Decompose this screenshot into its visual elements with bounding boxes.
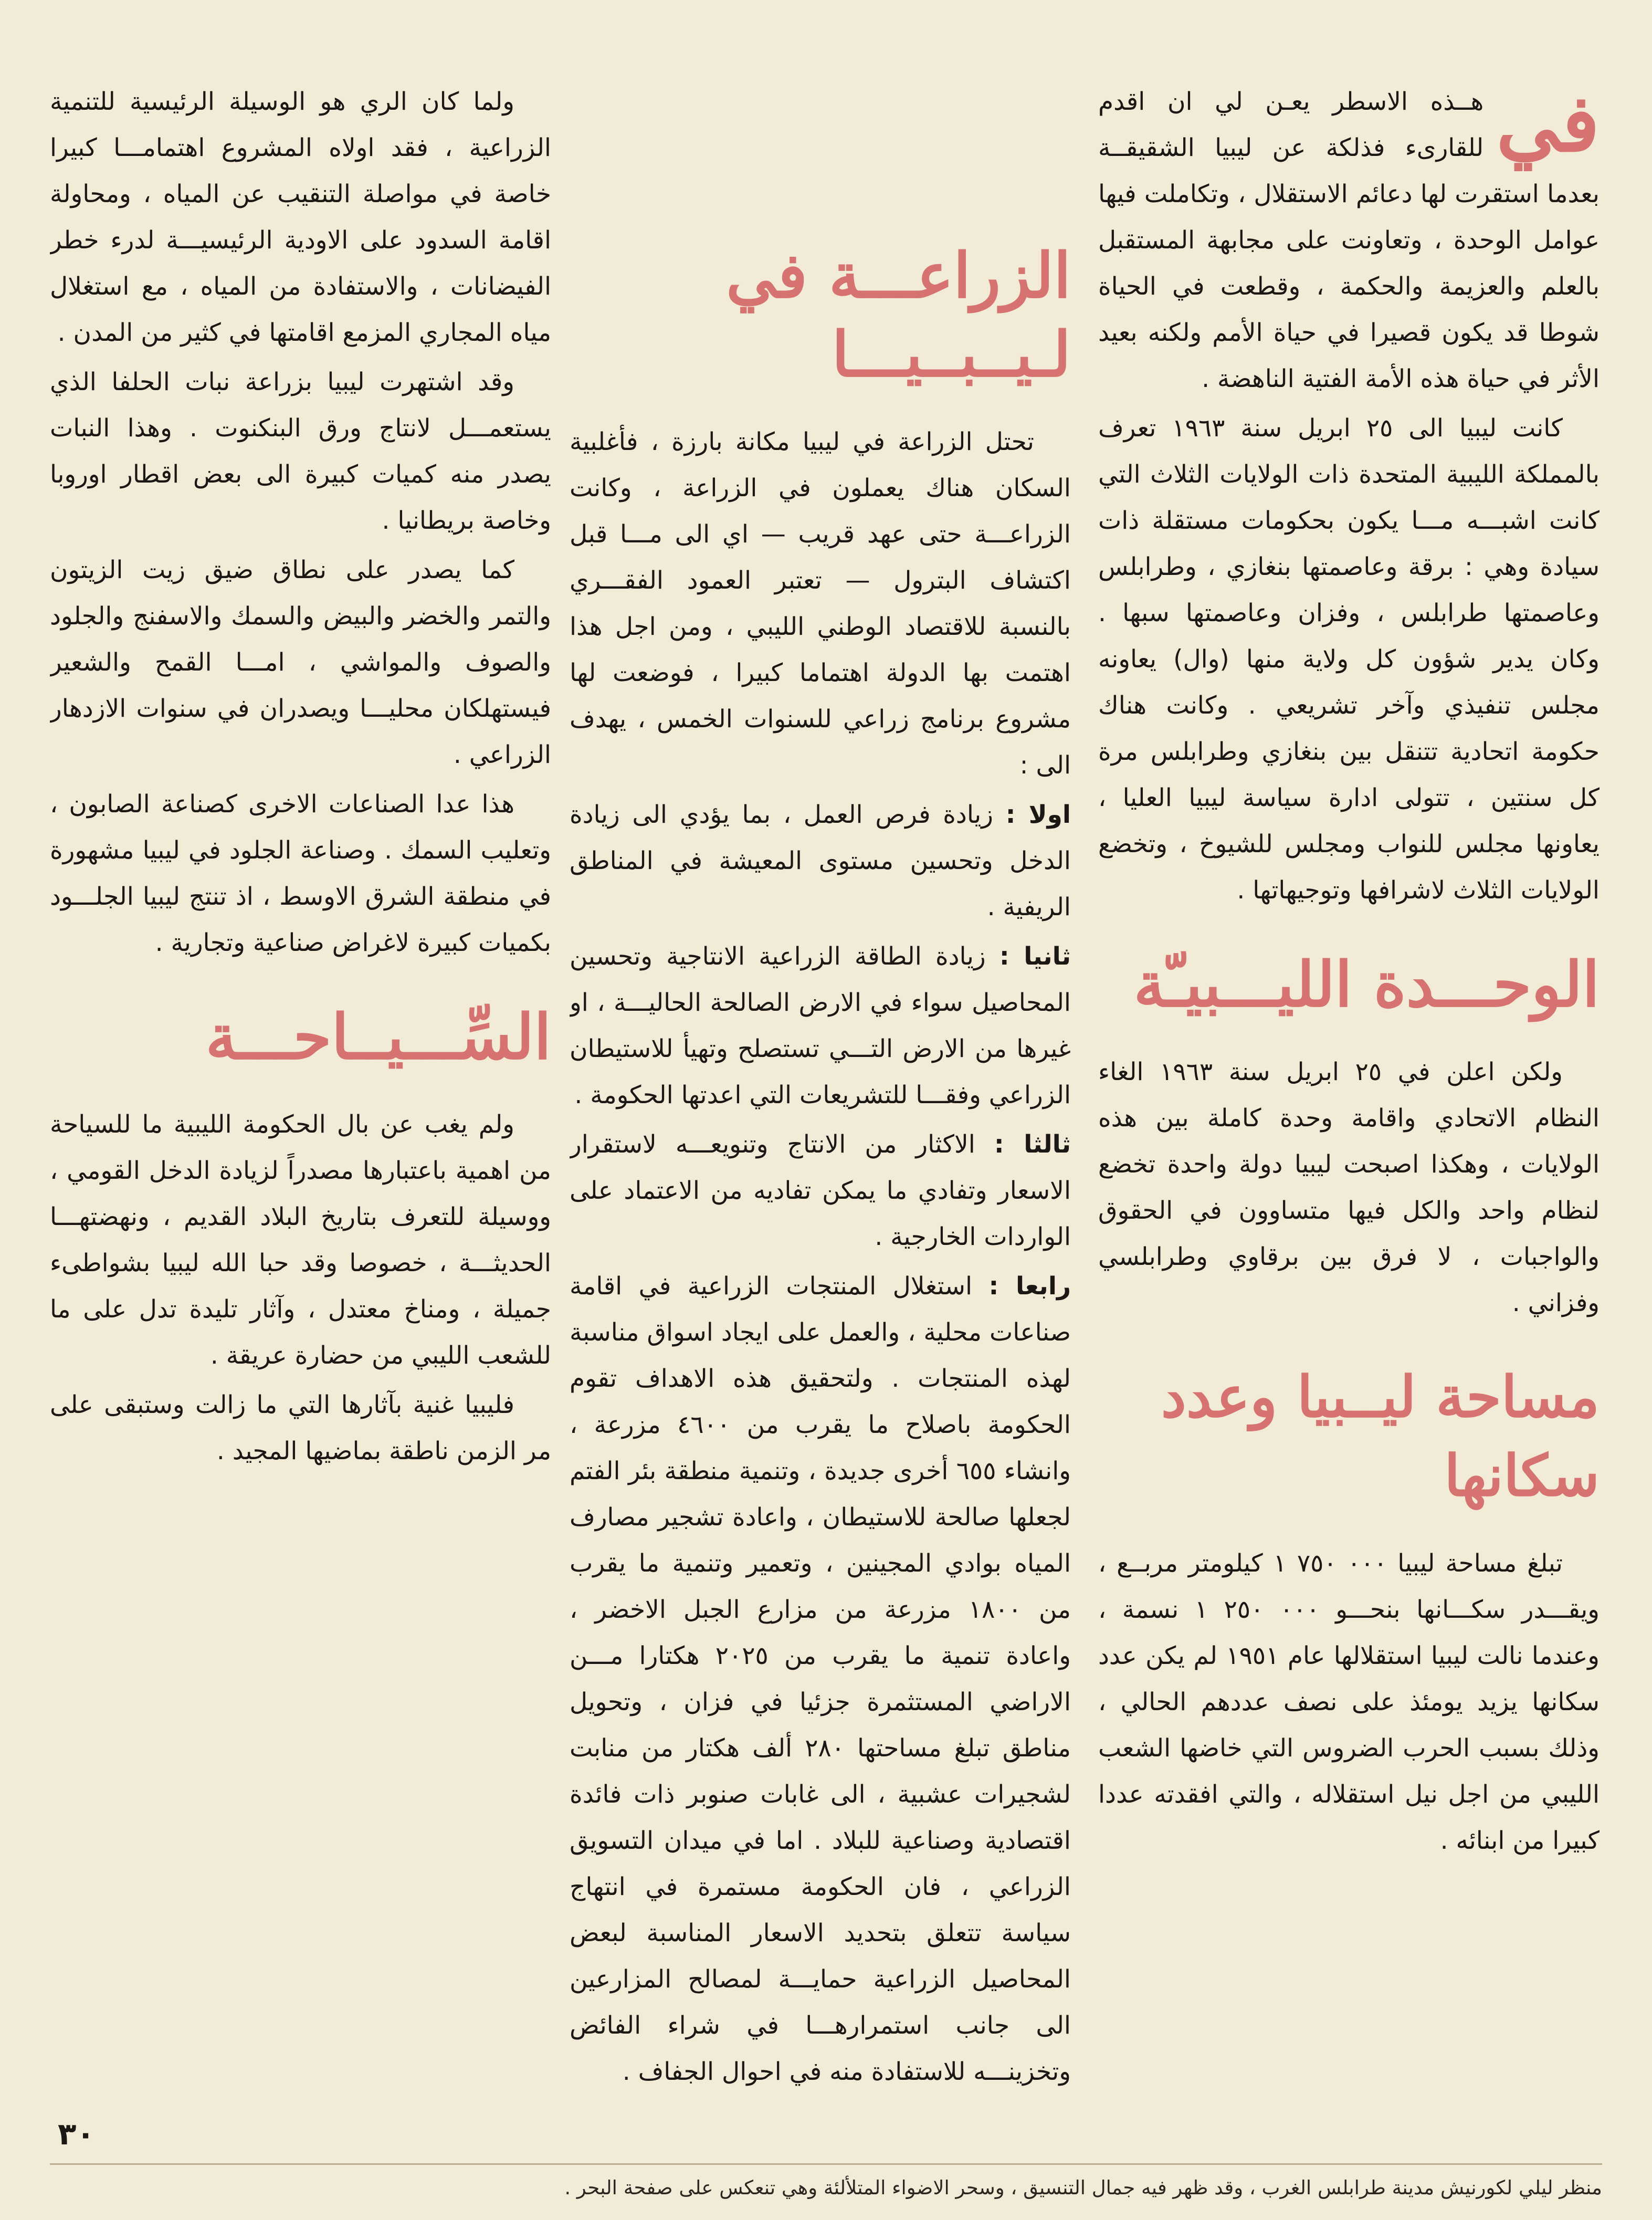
goal-third-label: ثالثا : [994,1130,1071,1159]
column-right [1098,79,1600,2106]
tourism-heading: السِّـــيــاحـــة [205,1000,551,1073]
column-left [50,79,551,2106]
intro-dropcap: في [1496,79,1600,170]
intro-paragraph [1098,79,1600,402]
area-heading: مساحة ليــبيا وعدد سكانها [1161,1364,1600,1509]
photo-caption: منظر ليلي لكورنيش مدينة طرابلس الغرب ، وقد ظهر فيه جمال التنسيق ، وسحر الاضواء المتلألئة وهي تنعكس على صفحة البحر . [50,2163,1602,2204]
irrigation-paragraph: ولما كان الري هو الوسيلة الرئيسية للتنمية الزراعية ، فقد اولاه المشروع اهتمامـــا كبيرا خاصة في مواصلة التنقيب عن المياه ، ومحاولة اقامة السدود على الاودية الرئيسيـــة لدرء خطر الفيضانات ، والاستفادة من المياه ، مع استغلال مياه المجاري المزمع اقامتها في كثير من المدن . [50,87,551,347]
goal-first [570,792,1071,930]
goal-fourth-label: رابعا : [988,1272,1071,1301]
agriculture-heading: الزراعـــة في لـيــبــيـــا [726,239,1071,391]
heritage-paragraph: فليبيا غنية بآثارها التي ما زالت وستبقى على مر الزمن ناطقة بماضيها المجيد . [50,1390,551,1465]
agriculture-paragraph: تحتل الزراعة في ليبيا مكانة بارزة ، فأغلبية السكان هناك يعملون في الزراعة ، وكانت الزراعـــة حتى عهد قريب — اي الى مـــا قبل اكتشاف البترول — تعتبر العمود الفقـــري بالنسبة للاقتصاد الوطني الليبي ، ومن اجل هذا اهتمت بها الدولة اهتماما كبيرا ، فوضعت لها مشروع برنامج زراعي للسنوات الخمس ، يهدف الى : [570,427,1071,780]
unity-paragraph: ولكن اعلن في ٢٥ ابريل سنة ١٩٦٣ الغاء النظام الاتحادي واقامة وحدة كاملة بين هذه الولايات ، وهكذا اصبحت ليبيا دولة واحدة تخضع لنظام واحد والكل فيها متساوون في الحقوق والواجبات ، لا فرق بين برقاوي وطرابلسي وفزاني . [1098,1057,1600,1317]
goal-second-text: زيادة الطاقة الزراعية الانتاجية وتحسين المحاصيل سواء في الارض الصالحة الحاليـــة ، او غيرها من الارض التـــي تستصلح وتهيأ للاستيطان الزراعي وفقـــا للتشريعات التي اعدتها الحكومة . [570,942,1071,1109]
halfa-paragraph: وقد اشتهرت ليبيا بزراعة نبات الحلفا الذي يستعمـــل لانتاج ورق البنكنوت . وهذا النبات يصدر منه كميات كبيرة الى بعض اقطار اوروبا وخاصة بريطانيا . [50,368,551,535]
history-paragraph: كانت ليبيا الى ٢٥ ابريل سنة ١٩٦٣ تعرف بالمملكة الليبية المتحدة ذات الولايات الثلاث التي كانت اشبـــه مـــا يكون بحكومات مستقلة ذات سيادة وهي : برقة وعاصمتها بنغازي ، وطرابلس وعاصمتها طرابلس ، وفزان وعاصمتها سبها . وكان يدير شؤون كل ولاية منها (وال) يعاونه مجلس تنفيذي وآخر تشريعي . وكانت هناك حكومة اتحادية تتنقل بين بنغازي وطرابلس مرة كل سنتين ، تتولى ادارة سياسة ليبيا العليا ، يعاونها مجلس للنواب ومجلس للشيوخ ، وتخضع الولايات الثلاث لاشرافها وتوجيهاتها . [1098,414,1600,905]
industries-paragraph: هذا عدا الصناعات الاخرى كصناعة الصابون ، وتعليب السمك . وصناعة الجلود في ليبيا مشهورة في منطقة الشرق الاوسط ، اذ تنتج ليبيا الجلـــود بكميات كبيرة لاغراض صناعية وتجارية . [50,790,551,957]
goal-fourth-text: استغلال المنتجات الزراعية في اقامة صناعات محلية ، والعمل على ايجاد اسواق مناسبة لهذه المنتجات . ولتحقيق هذه الاهداف تقوم الحكومة باصلاح ما يقرب من ٤٦٠٠ مزرعة ، وانشاء ٦٥٥ أخرى جديدة ، وتنمية منطقة بئر الفتم لجعلها صالحة للاستيطان ، واعادة تشجير مصارف المياه بوادي المجينين ، وتعمير وتنمية ما يقرب من ١٨٠٠ مزرعة من مزارع الجبل الاخضر ، واعادة تنمية ما يقرب من ٢٠٢٥ هكتارا مـــن الاراضي المستثمرة جزئيا في فزان ، وتحويل مناطق تبلغ مساحتها ٢٨٠ ألف هكتار من منابت لشجيرات عشبية ، الى غابات صنوبر ذات فائدة اقتصادية وصناعية للبلاد . اما في ميدان التسويق الزراعي ، فان الحكومة مستمرة في انتهاج سياسة تتعلق بتحديد الاسعار المناسبة لبعض المحاصيل الزراعية حمايـــة لمصالح المزارعين الى جانب استمرارهـــا في شراء الفائض وتخزينـــه للاستفادة منه في احوال الجفاف . [570,1272,1071,2086]
goal-third-text: الاكثار من الانتاج وتنويعـــه لاستقرار الاسعار وتفادي ما يمكن تفاديه من الاعتماد على الواردات الخارجية . [570,1130,1071,1251]
goal-fourth [570,1263,1071,2095]
goal-first-text: زيادة فرص العمل ، بما يؤدي الى زيادة الدخل وتحسين مستوى المعيشة في المناطق الريفية . [570,800,1071,921]
goal-second-label: ثانيا : [999,942,1071,971]
tourism-paragraph: ولم يغب عن بال الحكومة الليبية ما للسياحة من اهمية باعتبارها مصدراً لزيادة الدخل القومي ، ووسيلة للتعرف بتاريخ البلاد القديم ، ونهضتهـــا الحديثـــة ، خصوصا وقد حبا الله ليبيا بشواطىء جميلة ، ومناخ معتدل ، وآثار تليدة تدل على ما للشعب الليبي من حضارة عريقة . [50,1110,551,1370]
area-paragraph: تبلغ مساحة ليبيا ٠٠٠ ٧٥٠ ١ كيلومتر مربــع ، ويقـــدر سكـــانها بنحـــو ٠٠٠ ٢٥٠ ١ نسمة ، وعندما نالت ليبيا استقلالها عام ١٩٥١ لم يكن عدد سكانها يزيد يومئذ على نصف عددهم الحالي ، وذلك بسبب الحرب الضروس التي خاضها الشعب الليبي من اجل نيل استقلاله ، والتي افقدته عددا كبيرا من ابنائه . [1098,1549,1600,1855]
goal-third [570,1122,1071,1260]
goal-first-label: اولا : [1005,800,1071,829]
exports-paragraph: كما يصدر على نطاق ضيق زيت الزيتون والتمر والخضر والبيض والسمك والاسفنج والجلود والصوف والمواشي ، امـــا القمح والشعير فيستهلكان محليـــا ويصدران في سنوات الازدهار الزراعي . [50,556,551,769]
unity-heading: الوحـــدة الليـــبيـّة [1133,948,1600,1021]
page-number: ٣٠ [58,2116,95,2152]
intro-text: هــذه الاسطر يعـن لي ان اقدم للقارىء فذلكة عن ليبيا الشقيقــة بعدما استقرت لها دعائم الاستقلال ، وتكاملت فيها عوامل الوحدة ، وتعاونت على مجابهة المستقبل بالعلم والعزيمة والحكمة ، وقطعت في الحياة شوطا قد يكون قصيرا في حياة الأمم ولكنه بعيد الأثر في حياة هذه الأمة الفتية الناهضة . [1098,87,1600,393]
column-middle [570,79,1071,2106]
goal-second [570,934,1071,1118]
